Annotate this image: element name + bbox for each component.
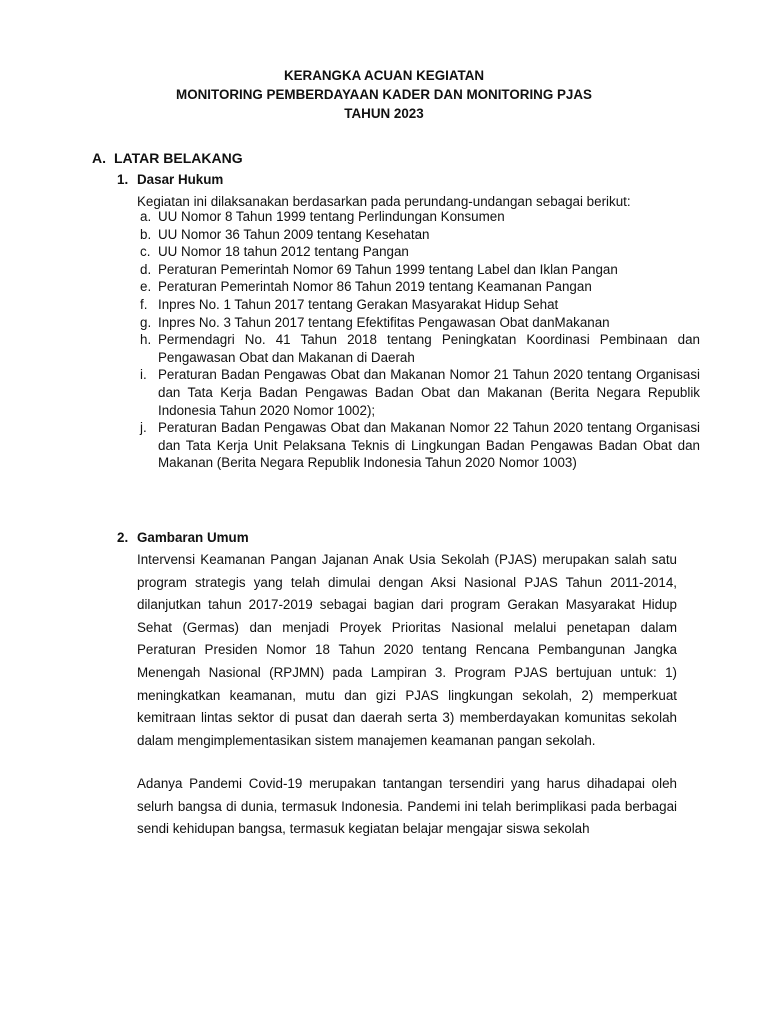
list-item-text: Inpres No. 1 Tahun 2017 tentang Gerakan Masyarakat Hidup Sehat [158, 296, 559, 312]
list-item [140, 208, 700, 226]
list-item-marker: h. [140, 332, 152, 348]
legal-basis-list [140, 208, 700, 472]
subsection-2-marker: 2. [117, 530, 129, 545]
list-item-text: Peraturan Pemerintah Nomor 69 Tahun 1999 tentang Label dan Iklan Pangan [158, 261, 618, 277]
list-item-text: Permendagri No. 41 Tahun 2018 tentang Peningkatan Koordinasi Pembinaan dan Pengawasan Obat dan Makanan di Daerah [158, 332, 700, 365]
legal-basis-intro: Kegiatan ini dilaksanakan berdasarkan pada perundang-undangan sebagai berikut: [137, 194, 631, 209]
list-item-marker: d. [140, 261, 152, 277]
subsection-1-marker: 1. [117, 172, 129, 187]
list-item-marker: i. [140, 367, 147, 383]
list-item-marker: b. [140, 226, 152, 242]
list-item-marker: c. [140, 244, 151, 260]
section-a-marker: A. [92, 150, 106, 166]
list-item-text: Peraturan Pemerintah Nomor 86 Tahun 2019 tentang Keamanan Pangan [158, 279, 592, 295]
overview-paragraph-2: Adanya Pandemi Covid-19 merupakan tantangan tersendiri yang harus dihadapai oleh selurh bangsa di dunia, termasuk Indonesia. Pandemi ini telah berimplikasi pada berbagai sendi kehidupan bangsa, termasuk kegiatan belajar mengajar siswa sekolah [137, 776, 677, 837]
list-item-text: Inpres No. 3 Tahun 2017 tentang Efektifitas Pengawasan Obat danMakanan [158, 314, 610, 330]
title-line-1: KERANGKA ACUAN KEGIATAN [283, 68, 485, 83]
list-item-text: Peraturan Badan Pengawas Obat dan Makanan Nomor 21 Tahun 2020 tentang Organisasi dan Tata Kerja Badan Pengawas Badan Obat dan Makanan (Berita Negara Republik Indonesia Tahun 2020 Nomor 1002); [158, 367, 700, 418]
list-item [140, 226, 700, 244]
subsection-2-heading: Gambaran Umum [137, 530, 249, 545]
list-item [140, 314, 700, 332]
list-item-marker: g. [140, 314, 152, 330]
list-item [140, 243, 700, 261]
list-item-marker: e. [140, 279, 152, 295]
list-item-text: UU Nomor 36 Tahun 2009 tentang Kesehatan [158, 226, 430, 242]
title-line-3: TAHUN 2023 [344, 106, 424, 121]
list-item-marker: j. [140, 420, 147, 436]
list-item [140, 296, 700, 314]
list-item-marker: a. [140, 209, 152, 224]
list-item-marker: f. [140, 296, 148, 312]
overview-paragraph-1: Intervensi Keamanan Pangan Jajanan Anak Usia Sekolah (PJAS) merupakan salah satu program strategis yang telah dimulai dengan Aksi Nasional PJAS Tahun 2011-2014, dilanjutkan tahun 2017-2019 sebagai bagian dari program Gerakan Masyarakat Hidup Sehat (Germas) dan menjadi Proyek Prioritas Nasional melalui penetapan dalam Peraturan Presiden Nomor 18 Tahun 2020 tentang Rencana Pembangunan Jangka Menengah Nasional (RPJMN) pada Lampiran 3. Program PJAS bertujuan untuk: 1) meningkatkan keamanan, mutu dan gizi PJAS lingkungan sekolah, 2) memperkuat kemitraan lintas sektor di pusat dan daerah serta 3) memberdayakan komunitas sekolah dalam mengimplementasikan sistem manajemen keamanan pangan sekolah. [137, 552, 677, 748]
list-item-text: Peraturan Badan Pengawas Obat dan Makanan Nomor 22 Tahun 2020 tentang Organisasi dan Tata Kerja Unit Pelaksana Teknis di Lingkungan Badan Pengawas Badan Obat dan Makanan (Berita Negara Republik Indonesia Tahun 2020 Nomor 1003) [158, 420, 700, 471]
list-item-text: UU Nomor 8 Tahun 1999 tentang Perlindungan Konsumen [158, 209, 505, 224]
title-line-2: MONITORING PEMBERDAYAAN KADER DAN MONITORING PJAS [176, 87, 592, 102]
list-item [140, 278, 700, 296]
list-item [140, 261, 700, 279]
list-item-text: UU Nomor 18 tahun 2012 tentang Pangan [158, 244, 409, 260]
document-title [0, 66, 768, 123]
list-item [140, 366, 700, 419]
list-item [140, 419, 700, 472]
list-item [140, 331, 700, 366]
section-a-heading: LATAR BELAKANG [114, 150, 243, 166]
subsection-1-heading: Dasar Hukum [137, 172, 224, 187]
